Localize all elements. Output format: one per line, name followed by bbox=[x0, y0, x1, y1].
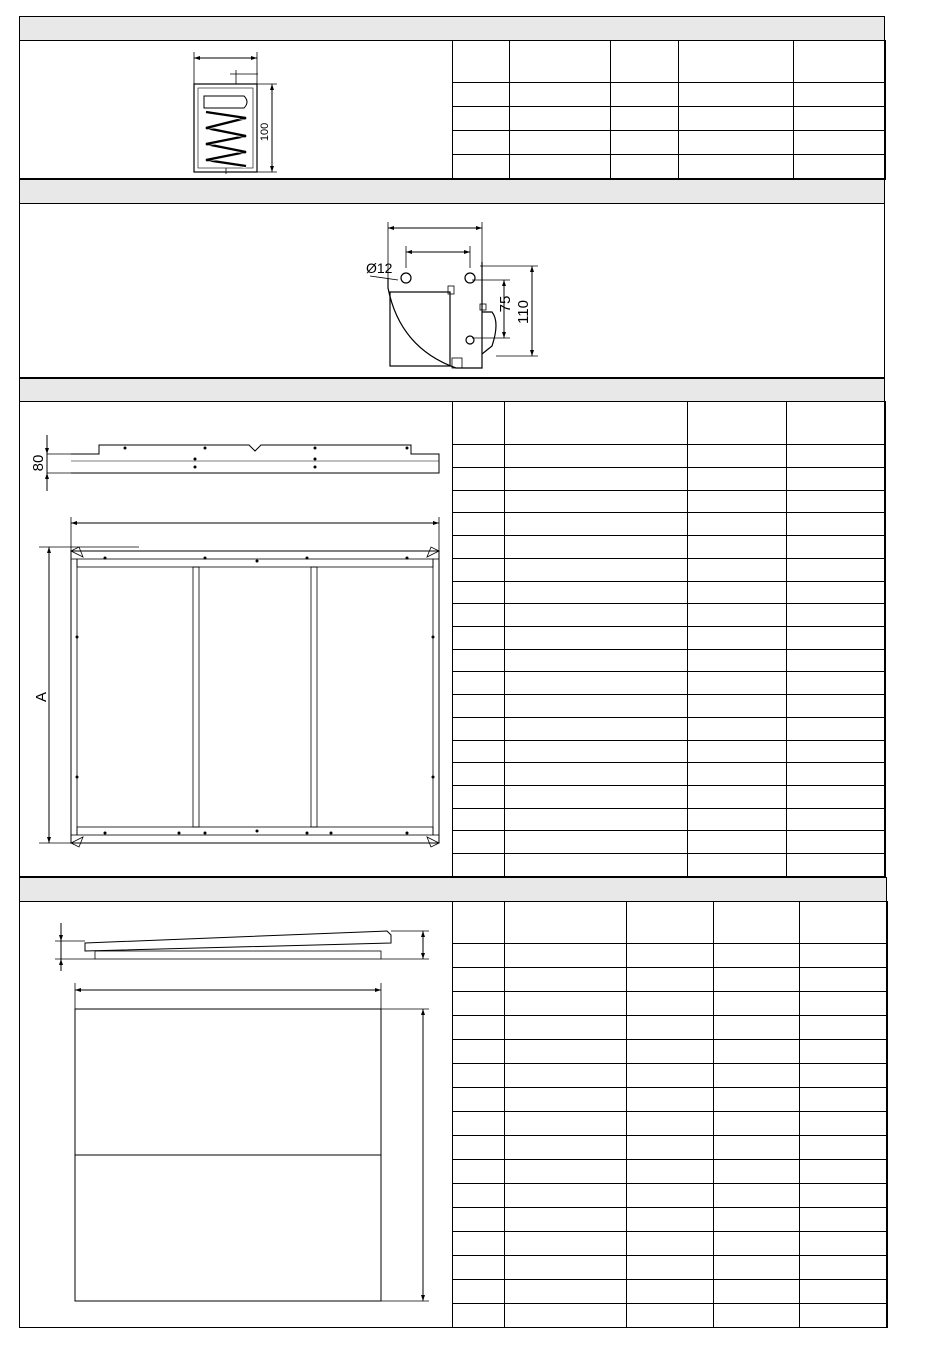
table-cell bbox=[453, 468, 505, 491]
table-row bbox=[453, 604, 886, 627]
table-cell bbox=[627, 1088, 714, 1112]
table-cell bbox=[627, 1136, 714, 1160]
table-row bbox=[453, 513, 886, 536]
table-cell bbox=[714, 1256, 800, 1280]
table-cell bbox=[688, 626, 787, 649]
table-row bbox=[453, 490, 886, 513]
table-cell bbox=[505, 649, 688, 672]
table-row bbox=[453, 992, 888, 1016]
table-row bbox=[453, 83, 886, 107]
table-cell bbox=[453, 536, 505, 559]
table-cell bbox=[627, 1184, 714, 1208]
table-row bbox=[453, 1280, 888, 1304]
table-row bbox=[453, 1304, 888, 1328]
table-cell bbox=[800, 992, 888, 1016]
table-cell bbox=[453, 1304, 505, 1328]
table-cell bbox=[453, 1016, 505, 1040]
table-cell bbox=[453, 1160, 505, 1184]
table-cell bbox=[800, 1256, 888, 1280]
table-cell bbox=[627, 968, 714, 992]
table-cell bbox=[505, 581, 688, 604]
table-cell bbox=[627, 1040, 714, 1064]
table-cell bbox=[453, 445, 505, 468]
table-cell bbox=[505, 1136, 627, 1160]
table-cell bbox=[800, 1184, 888, 1208]
table-cell bbox=[688, 490, 787, 513]
section1-header-bar bbox=[19, 16, 885, 41]
table-cell bbox=[800, 1160, 888, 1184]
table-row bbox=[453, 968, 888, 992]
table-cell bbox=[627, 1280, 714, 1304]
table-row bbox=[453, 854, 886, 877]
table-cell bbox=[800, 1232, 888, 1256]
table-row bbox=[453, 695, 886, 718]
section4-table bbox=[452, 901, 888, 1328]
table-cell bbox=[688, 717, 787, 740]
table-cell bbox=[688, 558, 787, 581]
table-cell bbox=[505, 992, 627, 1016]
table-cell bbox=[505, 1280, 627, 1304]
table-cell bbox=[505, 536, 688, 559]
section1-height-label: 100 bbox=[259, 122, 271, 142]
table-cell bbox=[787, 695, 886, 718]
table-row bbox=[453, 785, 886, 808]
table-cell bbox=[505, 558, 688, 581]
table-cell bbox=[787, 785, 886, 808]
table-cell bbox=[505, 1112, 627, 1136]
table-cell bbox=[787, 513, 886, 536]
table-cell bbox=[505, 1064, 627, 1088]
table-cell bbox=[505, 490, 688, 513]
table-cell bbox=[505, 468, 688, 491]
section2-dim-110: 110 bbox=[515, 300, 532, 324]
table-cell bbox=[505, 968, 627, 992]
table-cell bbox=[714, 1280, 800, 1304]
table-cell bbox=[714, 1208, 800, 1232]
table-cell bbox=[505, 763, 688, 786]
table-cell bbox=[453, 558, 505, 581]
table-cell bbox=[787, 581, 886, 604]
table-cell bbox=[627, 902, 714, 944]
table-header-row bbox=[453, 902, 888, 944]
table-row bbox=[453, 468, 886, 491]
table-cell bbox=[688, 672, 787, 695]
table-cell bbox=[800, 1304, 888, 1328]
table-cell bbox=[800, 1088, 888, 1112]
table-cell bbox=[787, 468, 886, 491]
table-cell bbox=[794, 83, 886, 107]
table-cell bbox=[453, 581, 505, 604]
table-cell bbox=[453, 992, 505, 1016]
table-cell bbox=[453, 402, 505, 445]
table-cell bbox=[787, 490, 886, 513]
table-cell bbox=[714, 1040, 800, 1064]
table-cell bbox=[787, 649, 886, 672]
table-cell bbox=[714, 1136, 800, 1160]
table-cell bbox=[453, 740, 505, 763]
table-cell bbox=[714, 1064, 800, 1088]
table-cell bbox=[510, 155, 611, 180]
table-cell bbox=[714, 968, 800, 992]
table-cell bbox=[688, 740, 787, 763]
table-cell bbox=[505, 604, 688, 627]
table-cell bbox=[505, 1256, 627, 1280]
table-row bbox=[453, 1088, 888, 1112]
table-cell bbox=[453, 604, 505, 627]
table-cell bbox=[688, 763, 787, 786]
table-cell bbox=[714, 1160, 800, 1184]
table-cell bbox=[800, 902, 888, 944]
table-cell bbox=[679, 107, 794, 131]
table-cell bbox=[688, 604, 787, 627]
table-cell bbox=[714, 902, 800, 944]
table-row bbox=[453, 1208, 888, 1232]
table-cell bbox=[505, 445, 688, 468]
section1-spring-drawing bbox=[150, 44, 350, 179]
table-cell bbox=[453, 944, 505, 968]
section3-height-label: 80 bbox=[30, 454, 47, 472]
table-row bbox=[453, 1112, 888, 1136]
table-cell bbox=[800, 1136, 888, 1160]
table-cell bbox=[787, 626, 886, 649]
table-cell bbox=[505, 402, 688, 445]
table-cell bbox=[688, 581, 787, 604]
table-cell bbox=[688, 468, 787, 491]
table-cell bbox=[627, 1208, 714, 1232]
table-row bbox=[453, 131, 886, 155]
table-cell bbox=[787, 604, 886, 627]
table-header-row bbox=[453, 402, 886, 445]
table-cell bbox=[453, 695, 505, 718]
table-cell bbox=[787, 854, 886, 877]
table-cell bbox=[714, 944, 800, 968]
table-cell bbox=[688, 695, 787, 718]
section3-header-bar bbox=[19, 378, 885, 402]
table-cell bbox=[505, 740, 688, 763]
table-cell bbox=[505, 513, 688, 536]
section2-bracket-drawing bbox=[360, 218, 560, 378]
table-cell bbox=[453, 155, 510, 180]
table-cell bbox=[505, 1016, 627, 1040]
table-cell bbox=[505, 1088, 627, 1112]
table-cell bbox=[787, 763, 886, 786]
table-row bbox=[453, 808, 886, 831]
table-cell bbox=[505, 1040, 627, 1064]
table-row bbox=[453, 831, 886, 854]
table-cell bbox=[627, 944, 714, 968]
table-cell bbox=[787, 402, 886, 445]
table-cell bbox=[505, 1304, 627, 1328]
table-cell bbox=[800, 1280, 888, 1304]
section3-length-label: A bbox=[33, 691, 50, 703]
table-row bbox=[453, 1256, 888, 1280]
table-cell bbox=[714, 1016, 800, 1040]
table-cell bbox=[787, 717, 886, 740]
table-cell bbox=[453, 1064, 505, 1088]
table-cell bbox=[688, 513, 787, 536]
table-cell bbox=[453, 808, 505, 831]
table-cell bbox=[453, 1040, 505, 1064]
table-cell bbox=[794, 41, 886, 83]
table-cell bbox=[453, 1208, 505, 1232]
table-cell bbox=[453, 83, 510, 107]
table-cell bbox=[505, 854, 688, 877]
table-cell bbox=[453, 854, 505, 877]
table-cell bbox=[688, 785, 787, 808]
table-cell bbox=[714, 1304, 800, 1328]
table-cell bbox=[505, 785, 688, 808]
table-cell bbox=[453, 626, 505, 649]
table-cell bbox=[688, 445, 787, 468]
table-row bbox=[453, 155, 886, 180]
table-cell bbox=[688, 649, 787, 672]
table-row bbox=[453, 1160, 888, 1184]
table-cell bbox=[787, 808, 886, 831]
table-cell bbox=[627, 1016, 714, 1040]
section3-frame-drawing bbox=[19, 401, 451, 877]
table-cell bbox=[510, 83, 611, 107]
table-cell bbox=[453, 1112, 505, 1136]
table-cell bbox=[800, 968, 888, 992]
table-header-row bbox=[453, 41, 886, 83]
table-cell bbox=[505, 1160, 627, 1184]
section3-table bbox=[452, 401, 886, 877]
table-cell bbox=[787, 558, 886, 581]
table-cell bbox=[800, 1016, 888, 1040]
table-row bbox=[453, 944, 888, 968]
table-cell bbox=[505, 1208, 627, 1232]
table-row bbox=[453, 717, 886, 740]
table-row bbox=[453, 649, 886, 672]
table-cell bbox=[453, 41, 510, 83]
table-cell bbox=[627, 1304, 714, 1328]
table-cell bbox=[627, 1232, 714, 1256]
table-cell bbox=[505, 808, 688, 831]
section2-dim-75: 75 bbox=[497, 295, 514, 313]
table-cell bbox=[800, 944, 888, 968]
table-cell bbox=[627, 1064, 714, 1088]
table-cell bbox=[800, 1112, 888, 1136]
table-cell bbox=[800, 1208, 888, 1232]
table-row bbox=[453, 581, 886, 604]
table-cell bbox=[510, 41, 611, 83]
table-cell bbox=[510, 131, 611, 155]
table-row bbox=[453, 672, 886, 695]
table-cell bbox=[800, 1040, 888, 1064]
table-cell bbox=[714, 1112, 800, 1136]
table-row bbox=[453, 1136, 888, 1160]
table-cell bbox=[714, 992, 800, 1016]
table-cell bbox=[505, 831, 688, 854]
table-cell bbox=[453, 902, 505, 944]
table-cell bbox=[453, 763, 505, 786]
section1-table bbox=[452, 40, 886, 180]
table-cell bbox=[627, 992, 714, 1016]
table-cell bbox=[611, 41, 679, 83]
table-cell bbox=[787, 672, 886, 695]
table-cell bbox=[453, 1256, 505, 1280]
section4-header-bar bbox=[19, 877, 887, 902]
table-cell bbox=[787, 831, 886, 854]
table-cell bbox=[611, 155, 679, 180]
table-cell bbox=[505, 1232, 627, 1256]
table-cell bbox=[453, 785, 505, 808]
table-row bbox=[453, 763, 886, 786]
table-cell bbox=[794, 131, 886, 155]
section4-panel-drawing bbox=[19, 901, 451, 1328]
table-cell bbox=[453, 649, 505, 672]
section2-header-bar bbox=[19, 179, 885, 204]
table-cell bbox=[453, 1232, 505, 1256]
table-cell bbox=[453, 1088, 505, 1112]
table-row bbox=[453, 1040, 888, 1064]
table-cell bbox=[679, 41, 794, 83]
table-cell bbox=[453, 672, 505, 695]
table-cell bbox=[611, 107, 679, 131]
table-cell bbox=[714, 1088, 800, 1112]
table-cell bbox=[787, 536, 886, 559]
table-cell bbox=[688, 831, 787, 854]
table-row bbox=[453, 536, 886, 559]
table-cell bbox=[611, 131, 679, 155]
table-cell bbox=[794, 155, 886, 180]
table-cell bbox=[453, 1184, 505, 1208]
table-cell bbox=[627, 1256, 714, 1280]
table-cell bbox=[453, 1280, 505, 1304]
table-cell bbox=[453, 831, 505, 854]
table-cell bbox=[453, 717, 505, 740]
table-row bbox=[453, 107, 886, 131]
table-cell bbox=[787, 445, 886, 468]
table-row bbox=[453, 1184, 888, 1208]
table-cell bbox=[505, 717, 688, 740]
table-row bbox=[453, 558, 886, 581]
table-cell bbox=[714, 1232, 800, 1256]
table-cell bbox=[453, 107, 510, 131]
table-cell bbox=[688, 808, 787, 831]
table-row bbox=[453, 740, 886, 763]
table-cell bbox=[627, 1112, 714, 1136]
table-cell bbox=[505, 672, 688, 695]
table-row bbox=[453, 626, 886, 649]
table-cell bbox=[679, 131, 794, 155]
table-cell bbox=[505, 902, 627, 944]
table-cell bbox=[453, 513, 505, 536]
table-cell bbox=[627, 1160, 714, 1184]
table-cell bbox=[679, 83, 794, 107]
table-cell bbox=[453, 131, 510, 155]
table-cell bbox=[714, 1184, 800, 1208]
table-cell bbox=[505, 944, 627, 968]
table-row bbox=[453, 1064, 888, 1088]
table-row bbox=[453, 445, 886, 468]
table-row bbox=[453, 1016, 888, 1040]
table-cell bbox=[505, 695, 688, 718]
table-cell bbox=[800, 1064, 888, 1088]
table-cell bbox=[688, 854, 787, 877]
table-cell bbox=[679, 155, 794, 180]
table-cell bbox=[688, 402, 787, 445]
table-cell bbox=[505, 1184, 627, 1208]
table-cell bbox=[787, 740, 886, 763]
table-cell bbox=[688, 536, 787, 559]
section2-hole-diameter-label: Ø12 bbox=[366, 260, 393, 276]
table-cell bbox=[510, 107, 611, 131]
table-cell bbox=[794, 107, 886, 131]
table-cell bbox=[505, 626, 688, 649]
table-cell bbox=[453, 490, 505, 513]
table-cell bbox=[453, 968, 505, 992]
table-cell bbox=[453, 1136, 505, 1160]
table-cell bbox=[611, 83, 679, 107]
table-row bbox=[453, 1232, 888, 1256]
